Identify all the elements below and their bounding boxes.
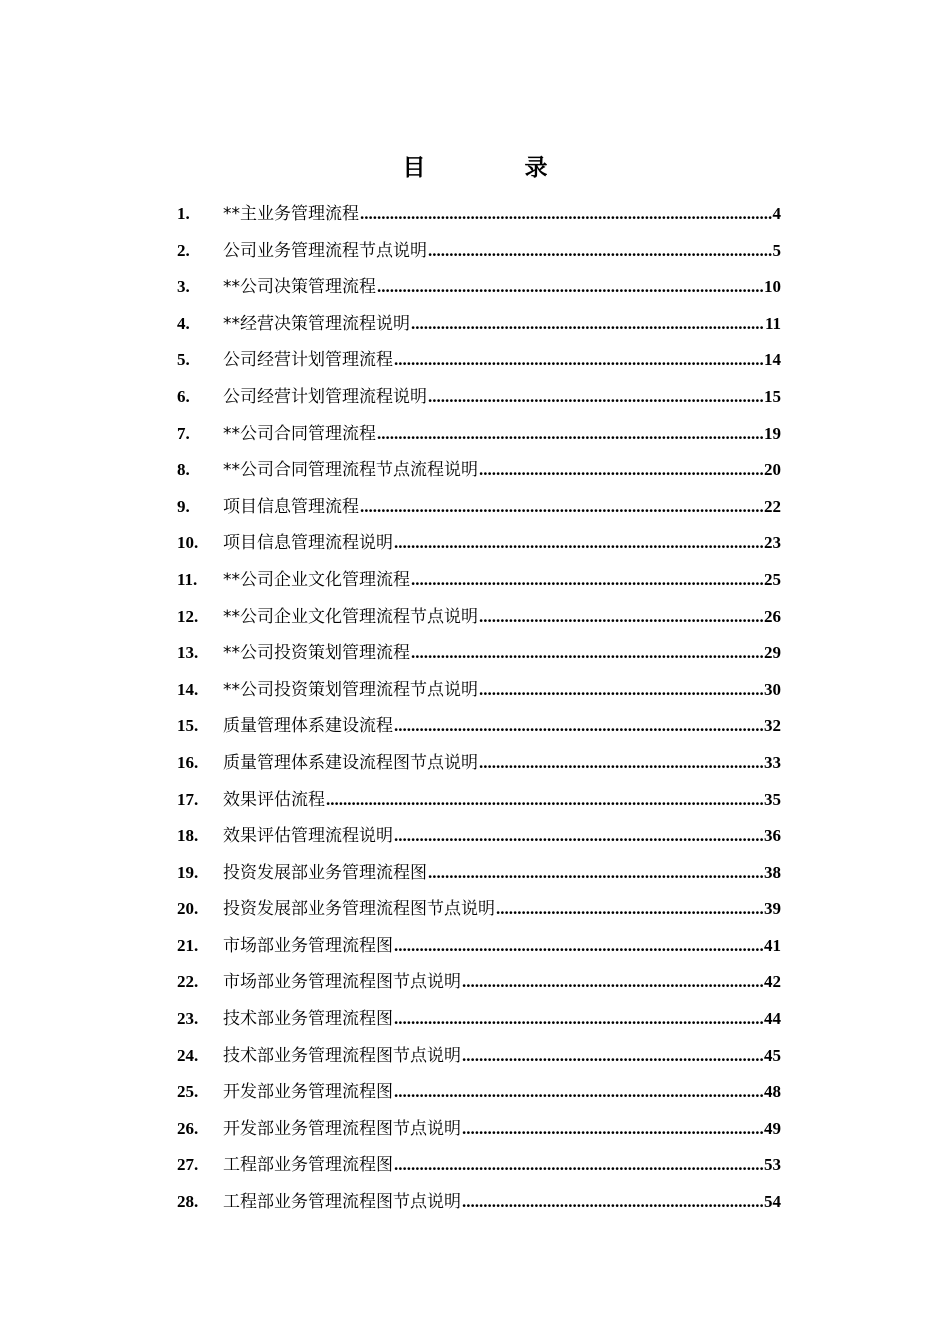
toc-entry-number: 25.: [177, 1082, 199, 1102]
toc-entry-number: 21.: [177, 935, 199, 955]
toc-entry-title: 投资发展部业务管理流程图: [223, 862, 427, 883]
toc-entry-page: 15: [764, 386, 781, 406]
toc-dot-leader: [479, 672, 763, 709]
toc-entry-page: 4: [772, 204, 781, 223]
toc-dot-leader: [428, 379, 763, 416]
toc-entry[interactable]: [177, 452, 781, 489]
table-of-contents: [177, 196, 781, 1221]
toc-entry-title: **公司企业文化管理流程节点说明: [223, 606, 478, 627]
toc-dot-leader: [394, 525, 763, 562]
toc-entry-title: 工程部业务管理流程图节点说明: [223, 1192, 461, 1213]
toc-entry-number: 12.: [177, 606, 199, 626]
toc-entry[interactable]: [177, 342, 781, 379]
toc-entry-page: 36: [764, 826, 781, 846]
toc-entry[interactable]: [177, 306, 781, 343]
toc-entry-page: 41: [764, 935, 781, 955]
toc-entry-number: 27.: [177, 1155, 199, 1175]
toc-entry[interactable]: [177, 1001, 781, 1038]
toc-entry-page: 30: [764, 679, 781, 699]
toc-entry[interactable]: [177, 489, 781, 526]
toc-entry[interactable]: [177, 708, 781, 745]
toc-dot-leader: [411, 306, 764, 343]
toc-entry-number: 18.: [177, 826, 199, 846]
toc-entry-title: 公司经营计划管理流程: [223, 350, 393, 371]
toc-entry-page: 35: [764, 789, 781, 809]
toc-entry-page: 5: [772, 240, 781, 260]
toc-dot-leader: [496, 891, 763, 928]
toc-dot-leader: [462, 964, 763, 1001]
toc-dot-leader: [428, 855, 763, 892]
toc-entry[interactable]: [177, 928, 781, 965]
toc-dot-leader: [394, 1147, 763, 1184]
toc-entry-number: 24.: [177, 1045, 199, 1065]
toc-entry-number: 11.: [177, 569, 198, 589]
toc-entry-title: **公司投资策划管理流程: [223, 643, 410, 664]
toc-entry-page: 38: [764, 862, 781, 882]
toc-entry-title: 工程部业务管理流程图: [223, 1155, 393, 1176]
toc-entry-title: 公司业务管理流程节点说明: [223, 240, 427, 261]
toc-entry-page: 22: [764, 496, 781, 516]
toc-entry[interactable]: [177, 599, 781, 636]
toc-entry[interactable]: [177, 562, 781, 599]
toc-entry-number: 20.: [177, 899, 199, 919]
toc-dot-leader: [394, 818, 763, 855]
toc-entry-title: 效果评估管理流程说明: [223, 826, 393, 847]
toc-dot-leader: [462, 1038, 763, 1075]
toc-dot-leader: [360, 196, 772, 233]
toc-dot-leader: [360, 489, 763, 526]
toc-entry[interactable]: [177, 233, 781, 270]
toc-dot-leader: [462, 1184, 763, 1221]
toc-entry[interactable]: [177, 1147, 781, 1184]
toc-dot-leader: [411, 635, 763, 672]
toc-entry[interactable]: [177, 1111, 781, 1148]
toc-entry-page: 23: [764, 533, 781, 553]
toc-entry-page: 32: [764, 716, 781, 736]
toc-dot-leader: [377, 269, 763, 306]
toc-entry-page: 19: [764, 423, 781, 443]
toc-entry-number: 16.: [177, 752, 199, 772]
toc-dot-leader: [428, 233, 772, 270]
toc-entry-number: 19.: [177, 862, 199, 882]
toc-entry[interactable]: [177, 672, 781, 709]
toc-entry[interactable]: [177, 525, 781, 562]
toc-entry[interactable]: [177, 1038, 781, 1075]
toc-entry[interactable]: [177, 416, 781, 453]
toc-entry-page: 29: [764, 643, 781, 663]
toc-dot-leader: [411, 562, 763, 599]
toc-entry-title: 技术部业务管理流程图: [223, 1009, 393, 1030]
toc-entry-number: 10.: [177, 533, 199, 553]
toc-entry-number: 13.: [177, 643, 199, 663]
toc-entry-page: 39: [764, 899, 781, 919]
toc-entry[interactable]: [177, 891, 781, 928]
toc-dot-leader: [394, 708, 763, 745]
toc-entry-page: 54: [764, 1192, 781, 1212]
toc-dot-leader: [462, 1111, 763, 1148]
toc-entry[interactable]: [177, 1074, 781, 1111]
toc-entry-title: 市场部业务管理流程图: [223, 935, 393, 956]
toc-entry-number: 26.: [177, 1118, 199, 1138]
toc-entry-title: **公司企业文化管理流程: [223, 569, 410, 590]
toc-entry-title: 公司经营计划管理流程说明: [223, 386, 427, 407]
toc-entry-title: 开发部业务管理流程图: [223, 1082, 393, 1103]
toc-entry[interactable]: [177, 782, 781, 819]
toc-entry-number: 28.: [177, 1192, 199, 1212]
toc-entry-title: 项目信息管理流程: [223, 496, 359, 517]
toc-entry[interactable]: [177, 269, 781, 306]
toc-dot-leader: [394, 342, 763, 379]
toc-entry-number: 15.: [177, 716, 199, 736]
toc-entry[interactable]: [177, 1184, 781, 1221]
toc-dot-leader: [394, 1001, 763, 1038]
toc-entry-page: 49: [764, 1118, 781, 1138]
toc-dot-leader: [394, 928, 763, 965]
toc-entry[interactable]: [177, 964, 781, 1001]
toc-entry-number: 8.: [177, 460, 190, 480]
toc-entry[interactable]: [177, 745, 781, 782]
toc-entry-title: 质量管理体系建设流程图节点说明: [223, 752, 478, 773]
toc-entry-page: 48: [764, 1082, 781, 1102]
toc-entry-number: 2.: [177, 240, 190, 260]
toc-entry-number: 4.: [177, 313, 190, 333]
toc-dot-leader: [479, 452, 763, 489]
toc-entry-number: 5.: [177, 350, 190, 370]
toc-entry-number: 9.: [177, 496, 190, 516]
toc-entry-number: 1.: [177, 204, 190, 223]
toc-entry-page: 45: [764, 1045, 781, 1065]
toc-entry-title: 质量管理体系建设流程: [223, 716, 393, 737]
toc-entry-title: **主业务管理流程: [223, 204, 359, 224]
toc-entry[interactable]: [177, 379, 781, 416]
toc-entry-page: 11: [764, 313, 781, 333]
toc-entry-number: 23.: [177, 1009, 199, 1029]
toc-entry-title: 效果评估流程: [223, 789, 325, 810]
toc-entry-number: 17.: [177, 789, 199, 809]
toc-entry-number: 14.: [177, 679, 199, 699]
toc-entry-number: 6.: [177, 386, 190, 406]
toc-entry-title: **公司决策管理流程: [223, 277, 376, 298]
toc-entry-title: **经营决策管理流程说明: [223, 313, 410, 334]
toc-entry-title: 项目信息管理流程说明: [223, 533, 393, 554]
toc-entry-title: 市场部业务管理流程图节点说明: [223, 972, 461, 993]
toc-entry-page: 26: [764, 606, 781, 626]
toc-dot-leader: [326, 782, 763, 819]
toc-entry-page: 44: [764, 1009, 781, 1029]
toc-entry-number: 22.: [177, 972, 199, 992]
toc-entry-page: 20: [764, 460, 781, 480]
toc-entry-page: 14: [764, 350, 781, 370]
toc-dot-leader: [479, 599, 763, 636]
toc-entry-page: 53: [764, 1155, 781, 1175]
toc-entry-title: **公司合同管理流程: [223, 423, 376, 444]
toc-dot-leader: [394, 1074, 763, 1111]
toc-entry-title: 开发部业务管理流程图节点说明: [223, 1118, 461, 1139]
toc-entry-page: 25: [764, 569, 781, 589]
toc-entry-title: **公司投资策划管理流程节点说明: [223, 679, 478, 700]
toc-entry-number: 3.: [177, 277, 190, 297]
toc-title: 目 录: [402, 154, 586, 181]
toc-entry-page: 42: [764, 972, 781, 992]
toc-entry-page: 33: [764, 752, 781, 772]
toc-entry-title: 技术部业务管理流程图节点说明: [223, 1045, 461, 1066]
toc-entry-title: **公司合同管理流程节点流程说明: [223, 460, 478, 481]
toc-dot-leader: [377, 416, 763, 453]
toc-dot-leader: [479, 745, 763, 782]
toc-entry[interactable]: [177, 818, 781, 855]
toc-entry-page: 10: [764, 277, 781, 297]
toc-entry[interactable]: [177, 196, 781, 233]
toc-entry[interactable]: [177, 635, 781, 672]
toc-entry[interactable]: [177, 855, 781, 892]
toc-entry-title: 投资发展部业务管理流程图节点说明: [223, 899, 495, 920]
toc-entry-number: 7.: [177, 423, 190, 443]
